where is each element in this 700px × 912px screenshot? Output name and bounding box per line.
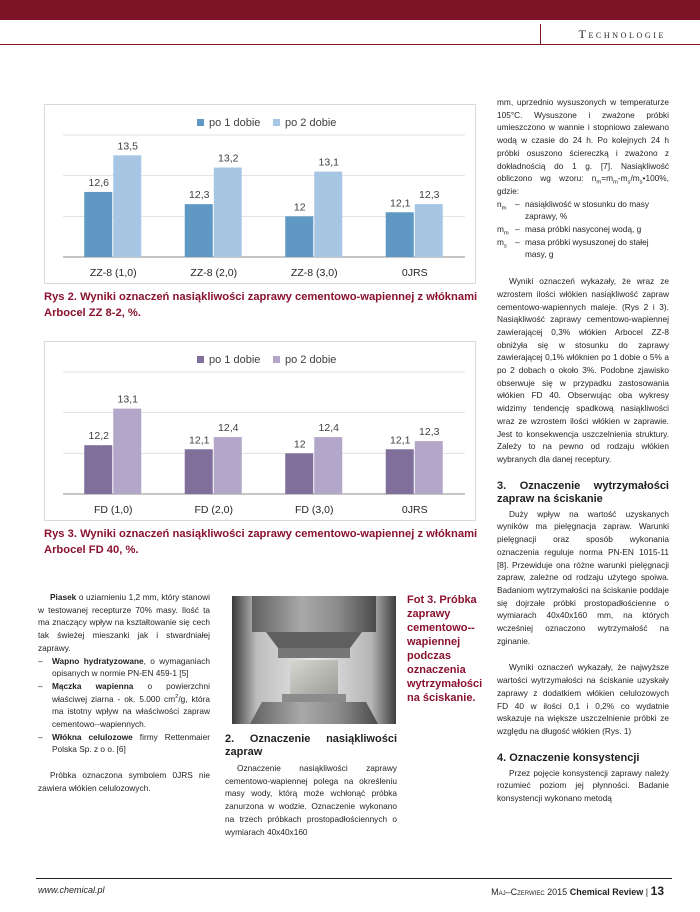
list-item: – Wapno hydratyzowane, o wymaganiach opisanych w normie PN-EN 459-1 [5]: [38, 655, 210, 679]
header-rule: [0, 44, 700, 45]
formula-sub: m: [596, 179, 602, 186]
data-label: 13,1: [117, 393, 138, 406]
wlokna-term: Włókna celulozowe: [52, 731, 133, 742]
data-label: 13,5: [117, 140, 138, 153]
figure-3-caption: Rys 3. Wyniki oznaczeń nasiąkliwości zaprawy cementowo-wapiennej z włóknami Arbocel FD 40, %.: [44, 528, 478, 556]
data-label: 12,1: [390, 434, 411, 447]
data-label: 12,3: [189, 189, 210, 202]
bar: [314, 172, 342, 257]
legend-label: po 2 dobie: [285, 117, 337, 129]
figure-2-caption: Rys 2. Wyniki oznaczeń nasiąkliwości zaprawy cementowo-wapiennej z włóknami Arbocel ZZ 8-2, %.: [44, 291, 478, 319]
footer-journal: Chemical Review: [569, 887, 644, 897]
right-column: [497, 96, 669, 805]
formula-sub: s: [639, 179, 643, 186]
category-label: ZZ-8 (3,0): [290, 267, 338, 279]
photo-caption: Fot 3. Próbka zaprawy cementowo--wapiennej podczas oznaczenia wytrzymałości na ściskanie.: [407, 594, 483, 704]
page-number: 13: [650, 884, 664, 898]
bar: [84, 192, 112, 257]
rubric-divider: [540, 24, 541, 44]
def-dash: –: [515, 224, 520, 235]
legend-label: po 1 dobie: [209, 354, 261, 366]
footer-separator: |: [645, 887, 649, 897]
header-bar: [0, 0, 700, 20]
bar: [415, 204, 443, 257]
data-label: 13,1: [318, 156, 339, 169]
data-label: 12,4: [318, 422, 339, 435]
bar: [314, 437, 342, 494]
legend-swatch: [197, 119, 204, 126]
data-label: 12,1: [189, 434, 210, 447]
bar: [386, 449, 414, 494]
bar: [285, 216, 313, 257]
symbol-definitions: [497, 198, 669, 262]
footer-rule: [36, 878, 672, 879]
formula-part: -m: [617, 173, 628, 184]
chart-zz8-svg: [45, 105, 475, 283]
data-label: 12,2: [88, 430, 109, 443]
section-4-heading: 4. Oznaczenie konsystencji: [497, 751, 640, 764]
section-3-heading: 3. Oznaczenie wytrzymałości zapraw na ściskanie: [497, 479, 669, 505]
method-paragraph: [497, 96, 669, 198]
list-item: – Włókna celulozowe firmy Rettenmaier Polska Sp. z o o. [6]: [38, 731, 210, 755]
category-label: 0JRS: [401, 504, 428, 516]
def-symbol: $m_s$: [497, 236, 507, 250]
data-label: 12,3: [419, 189, 440, 202]
footer-url[interactable]: www.chemical.pl: [38, 885, 105, 895]
piasek-paragraph: [38, 591, 210, 655]
piasek-text: o uziarnieniu 1,2 mm, który stanowi w testowanej recepturze 70% masy. Ilość ta ma znaczący wpływ na kształtowanie się cech tak świeżej mieszanki jak i stwardniałej zaprawy.: [38, 592, 210, 653]
category-label: FD (2,0): [194, 504, 234, 516]
data-label: 12,3: [419, 426, 440, 439]
bar: [386, 212, 414, 257]
bar: [214, 168, 242, 257]
results-paragraph: Wyniki oznaczeń wykazały, że wraz ze wzrostem ilości włókien nasiąkliwość zapraw cementowo-wapiennych maleje. (Rys 2 i 3). Nasiąkliwość zaprawy cementowo-wapiennej zawierającej 0,3% włókien Arbocel ZZ-8 obniżyła się w stosunku do zaprawy zawierającej 0,1% włóknien po 1 dobie o 5% a po 2 dobach o około 3%. Podobne zjawisko obserwuje się w przypadku zastosowania włókien FD 40. Obserwując oba wykresy widzimy tendencję spadkową nasiąkliwości wraz ze wzrostem ilości włókien w zaprawie. Jest to konsekwencja uszczelnienia struktury. Zależy to na pewno od rodzaju włókien wybranych dla danej receptury.: [497, 276, 669, 464]
bar: [415, 441, 443, 494]
specimen-photo: [232, 596, 396, 724]
def-text: masa próbki wysuszonej do stałej masy, g: [525, 236, 649, 260]
section-3-text: Duży wpływ na wartość uzyskanych wyników ma pielęgnacja zapraw. Warunki pielęgnacji oraz sposób wykonania oznaczenia reguluje norma PN-EN 1015-11 [8]. Przewiduje ona różne warunki pielęgnacji zapraw, zależne od rodzaju użytego spoiwa. Badaniom wytrzymałości na ściskanie poddaje się dojrzałe próbki prostopadłościenne o wymiarach 40x40x160 mm, na których wcześniej oznaczono wytrzymałość na zginanie.: [497, 508, 669, 646]
strength-results-paragraph: Wyniki oznaczeń wykazały, że najwyższe wartości wytrzymałości na ściskanie uzyskały zaprawy z dodatkiem włókien celulozowych FD 40 w ilości 0,1 i 0,2% co wydatnie wskazuje na większe uszczelnienie próbki ze względu na długość włókien (Rys. 1): [497, 662, 669, 736]
data-label: 12,4: [218, 422, 239, 435]
legend-label: po 2 dobie: [285, 354, 337, 366]
formula-tail: •100%, gdzie:: [497, 173, 669, 196]
bar: [185, 449, 213, 494]
formula-sub: m: [613, 179, 618, 186]
maczka-text-a: o powierzchni właściwej ziarna - ok. 5.000 cm: [52, 680, 210, 704]
section-rubric: Technologie: [578, 27, 666, 41]
def-text: nasiąkliwość w stosunku do masy zaprawy, %: [525, 198, 650, 222]
category-label: 0JRS: [401, 267, 428, 279]
def-text: masa próbki nasyconej wodą, g: [525, 224, 642, 235]
wapno-text: , o wymaganiach opisanych w normie PN-EN 459-1 [5]: [52, 655, 210, 679]
footer-info: [491, 884, 664, 898]
chart-fd40-svg: [45, 342, 475, 520]
maczka-sup: 2: [175, 693, 179, 700]
formula-part: =m: [601, 173, 613, 184]
maczka-text-b: /g, która ma istotny wpływ na właściwości zapraw cementowo--wapiennych.: [52, 693, 210, 730]
category-label: ZZ-8 (2,0): [190, 267, 238, 279]
legend-swatch: [273, 119, 280, 126]
bar: [113, 155, 141, 257]
bar: [113, 409, 141, 494]
def-dash: –: [515, 198, 520, 209]
legend-swatch: [273, 356, 280, 363]
section-4-text: Przez pojęcie konsystencji zaprawy należy rozumieć poziom jej płynności. Badanie konsystencji wykonano metodą: [497, 767, 669, 804]
bar: [285, 453, 313, 494]
bar: [214, 437, 242, 494]
compression-test-image: [232, 596, 396, 724]
bar: [185, 204, 213, 257]
method-text: mm, uprzednio wysuszonych w temperaturze 105°C. Wysuszone i zważone próbki umieszczono w wannie i stopniowo zalewano wodą w czasie do 24 h. Po kolejnych 24 h próbki osuszono ściereczką i zważono z dokładnością do 1 g. [7]. Nasiąkliwość obliczono wg wzoru: n: [497, 97, 669, 184]
def-dash: –: [515, 236, 520, 247]
left-column: [38, 591, 210, 795]
section-2-text: Oznaczenie nasiąkliwości zaprawy cementowo-wapiennej polega na określeniu masy wody, którą może wchłonąć próbka zanurzona w wodzie. Oznaczenie wykonano na trzech próbkach prostopadłościennych o wymiarach 40x40x160: [225, 763, 397, 837]
legend-swatch: [197, 356, 204, 363]
wapno-term: Wapno hydratyzowane: [52, 655, 144, 666]
wlokna-text: firmy Rettenmaier Polska Sp. z o o. [6]: [52, 731, 210, 755]
category-label: FD (3,0): [294, 504, 334, 516]
probka-paragraph: Próbka oznaczona symbolem 0JRS nie zawiera włókien celulozowych.: [38, 770, 210, 793]
chart-fd40: [44, 341, 476, 521]
formula-part: /m: [630, 173, 640, 184]
bar: [84, 445, 112, 494]
category-label: ZZ-8 (1,0): [89, 267, 137, 279]
section-2-heading: 2. Oznaczenie nasiąkliwości zapraw: [225, 733, 397, 758]
def-symbol: $m_m$: [497, 224, 509, 237]
legend-label: po 1 dobie: [209, 117, 261, 129]
data-label: 12: [293, 201, 306, 214]
maczka-term: Mączka wapienna: [52, 680, 134, 691]
footer-issue: Maj–Czerwiec 2015: [491, 887, 568, 897]
def-symbol: $n_m$: [497, 198, 507, 212]
middle-column: [225, 733, 397, 838]
data-label: 12,6: [88, 176, 109, 189]
data-label: 12,1: [390, 197, 411, 210]
data-label: 12: [293, 438, 306, 451]
data-label: 13,2: [218, 152, 239, 165]
category-label: FD (1,0): [93, 504, 133, 516]
list-item: – Mączka wapienna o powierzchni właściwej ziarna - ok. 5.000 $cm^2/g$, która ma istotny wpływ na właściwości zapraw cementowo--wapiennych.: [38, 680, 210, 730]
chart-zz8: [44, 104, 476, 284]
piasek-term: Piasek: [50, 592, 77, 602]
formula-sub: s: [627, 179, 631, 186]
